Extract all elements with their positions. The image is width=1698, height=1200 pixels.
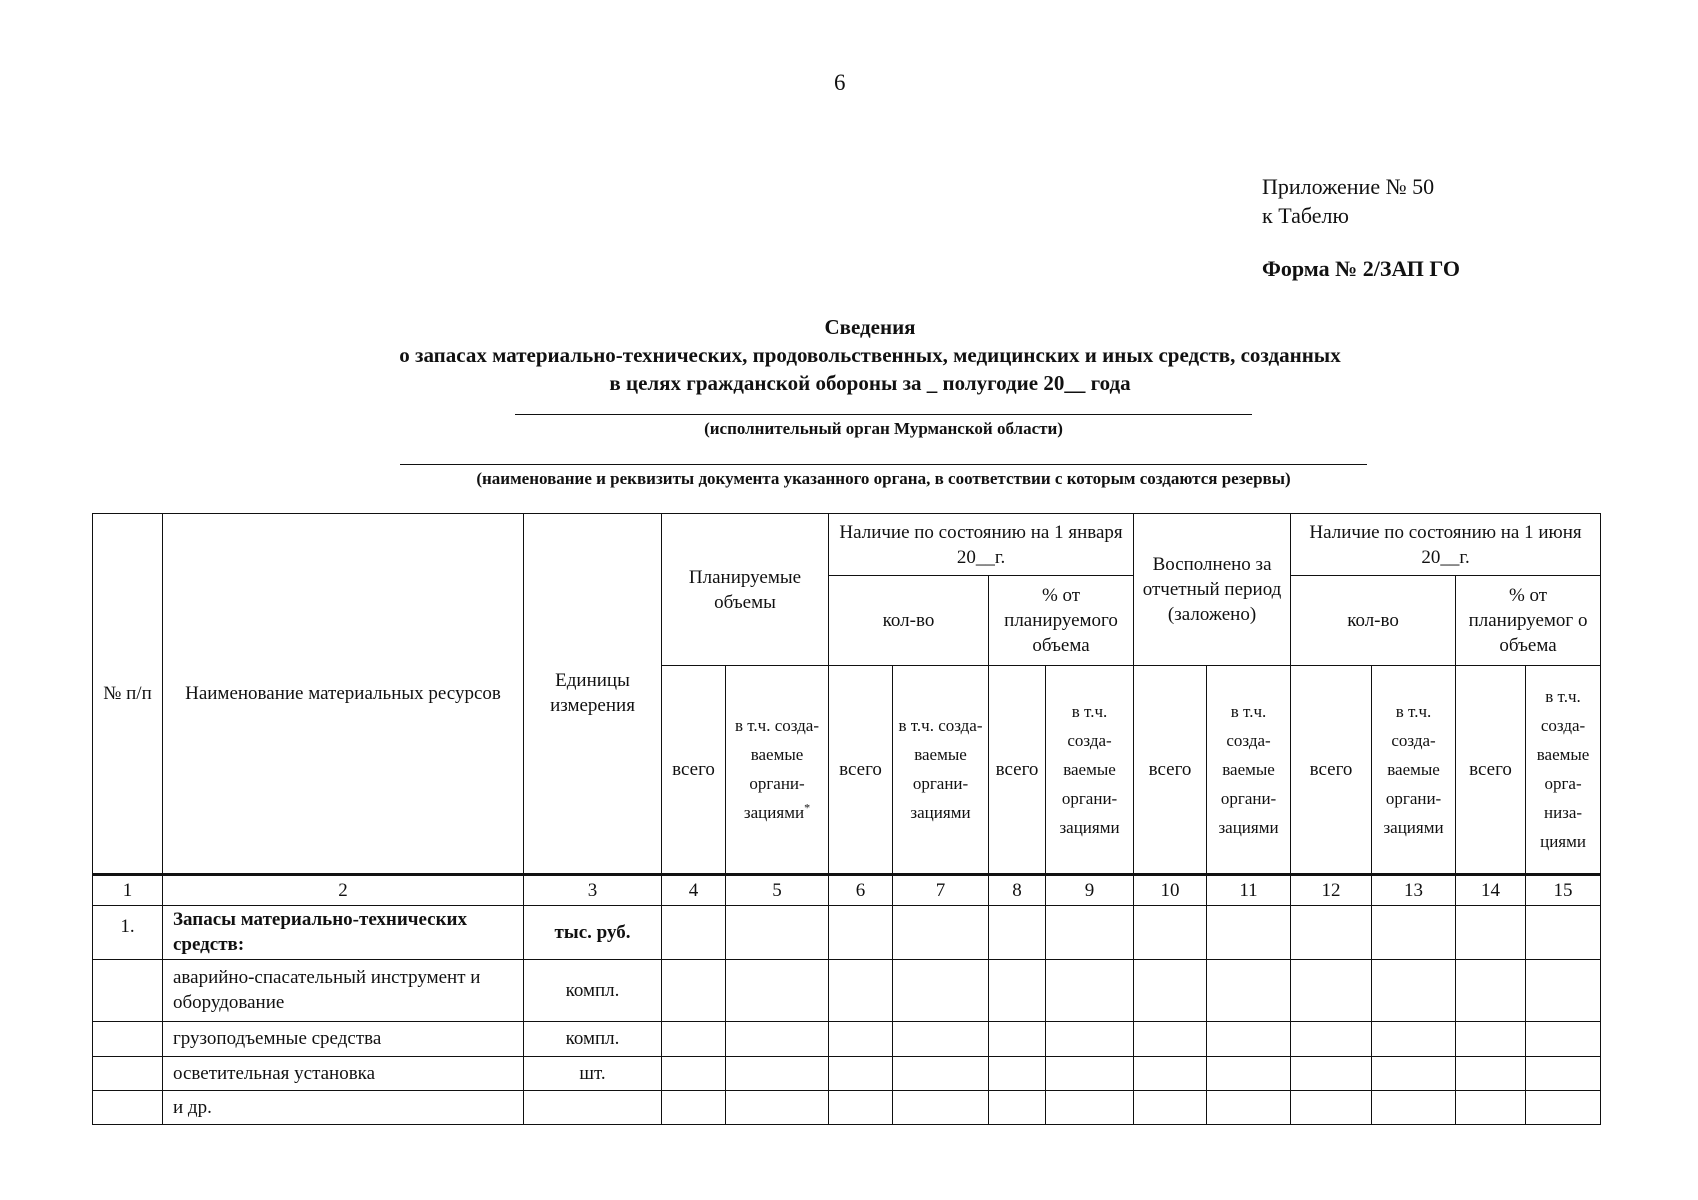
value-cell[interactable] (1372, 1021, 1456, 1056)
column-number: 5 (726, 874, 829, 905)
value-cell[interactable] (1456, 1090, 1526, 1124)
value-cell[interactable] (726, 1021, 829, 1056)
value-cell[interactable] (1526, 959, 1601, 1021)
value-cell[interactable] (1291, 959, 1372, 1021)
value-cell[interactable] (662, 905, 726, 959)
value-cell[interactable] (989, 1090, 1046, 1124)
value-cell[interactable] (1046, 1090, 1134, 1124)
column-number: 15 (1526, 874, 1601, 905)
column-number: 3 (524, 874, 662, 905)
value-cell[interactable] (1134, 959, 1207, 1021)
unit-cell (524, 1090, 662, 1124)
header-incl: в т.ч. созда-ваемые органи-зациями (893, 666, 989, 874)
value-cell[interactable] (1046, 959, 1134, 1021)
value-cell[interactable] (989, 1056, 1046, 1090)
header-total: всего (829, 666, 893, 874)
resource-name-cell: грузоподъемные средства (163, 1021, 524, 1056)
value-cell[interactable] (989, 905, 1046, 959)
header-row-1 (93, 514, 1601, 576)
table-row (93, 1090, 1601, 1124)
value-cell[interactable] (829, 905, 893, 959)
table-row (93, 905, 1601, 959)
unit-cell: компл. (524, 1021, 662, 1056)
header-jan-qty: кол-во (829, 576, 989, 666)
value-cell[interactable] (1291, 905, 1372, 959)
value-cell[interactable] (1291, 1090, 1372, 1124)
header-incl: в т.ч. созда-ваемые орга-низа-циями (1526, 666, 1601, 874)
column-number: 14 (1456, 874, 1526, 905)
title-line-2: о запасах материально-технических, продовольственных, медицинских и иных средств, созданных (399, 343, 1341, 367)
value-cell[interactable] (1372, 1090, 1456, 1124)
header-jun: Наличие по состоянию на 1 июня 20__г. (1291, 514, 1601, 576)
value-cell[interactable] (1456, 905, 1526, 959)
organ-fill-line (515, 414, 1252, 415)
value-cell[interactable] (1372, 905, 1456, 959)
value-cell[interactable] (1372, 1056, 1456, 1090)
header-jun-pct: % от планируемог о объема (1456, 576, 1601, 666)
unit-cell: компл. (524, 959, 662, 1021)
header-jan: Наличие по состоянию на 1 января 20__г. (829, 514, 1134, 576)
header-total: всего (1456, 666, 1526, 874)
value-cell[interactable] (829, 1021, 893, 1056)
appendix-line-2: к Табелю (1262, 203, 1349, 228)
value-cell[interactable] (1046, 1056, 1134, 1090)
value-cell[interactable] (893, 1021, 989, 1056)
header-name: Наименование материальных ресурсов (163, 514, 524, 875)
column-number: 10 (1134, 874, 1207, 905)
reserves-table (92, 513, 1601, 1125)
value-cell[interactable] (1526, 1090, 1601, 1124)
document-caption: (наименование и реквизиты документа указанного органа, в соответствии с которым создаются резервы) (476, 469, 1291, 488)
resource-name-cell: аварийно-спасательный инструмент и оборудование (163, 959, 524, 1021)
header-jan-pct: % от планируемого объема (989, 576, 1134, 666)
column-number: 9 (1046, 874, 1134, 905)
header-total: всего (1134, 666, 1207, 874)
table-row (93, 1056, 1601, 1090)
value-cell[interactable] (829, 959, 893, 1021)
title-line-1: Сведения (824, 315, 916, 339)
column-number: 12 (1291, 874, 1372, 905)
value-cell[interactable] (989, 959, 1046, 1021)
column-number: 13 (1372, 874, 1456, 905)
value-cell[interactable] (1207, 959, 1291, 1021)
document-fill-line (400, 464, 1367, 465)
column-number: 8 (989, 874, 1046, 905)
value-cell[interactable] (893, 959, 989, 1021)
header-incl: в т.ч. созда-ваемые органи-зациями (1046, 666, 1134, 874)
resource-name-cell: и др. (163, 1090, 524, 1124)
column-number: 11 (1207, 874, 1291, 905)
value-cell[interactable] (726, 959, 829, 1021)
header-incl: в т.ч. созда-ваемые органи-зациями (1372, 666, 1456, 874)
value-cell[interactable] (1526, 905, 1601, 959)
table-row (93, 959, 1601, 1021)
value-cell[interactable] (1134, 905, 1207, 959)
table-body (93, 905, 1601, 1124)
resource-name-cell: осветительная установка (163, 1056, 524, 1090)
value-cell[interactable] (1134, 1056, 1207, 1090)
value-cell[interactable] (726, 1056, 829, 1090)
value-cell[interactable] (1134, 1090, 1207, 1124)
value-cell[interactable] (829, 1056, 893, 1090)
header-incl (726, 666, 829, 874)
header-jun-qty: кол-во (1291, 576, 1456, 666)
column-number: 2 (163, 874, 524, 905)
value-cell[interactable] (1046, 1021, 1134, 1056)
column-number-row (93, 874, 1601, 905)
value-cell[interactable] (662, 1056, 726, 1090)
header-incl-text: в т.ч. созда-ваемые органи-зациями (734, 716, 820, 823)
column-number: 7 (893, 874, 989, 905)
value-cell[interactable] (726, 1090, 829, 1124)
row-number-cell (93, 1056, 163, 1090)
value-cell[interactable] (1526, 1021, 1601, 1056)
row-number-cell: 1. (93, 905, 163, 959)
value-cell[interactable] (1526, 1056, 1601, 1090)
header-incl: в т.ч. созда-ваемые органи-зациями (1207, 666, 1291, 874)
header-total: всего (989, 666, 1046, 874)
value-cell[interactable] (893, 1056, 989, 1090)
document-title (200, 313, 1540, 397)
value-cell[interactable] (662, 959, 726, 1021)
appendix-line-1: Приложение № 50 (1262, 174, 1435, 199)
appendix-reference (1262, 172, 1434, 230)
value-cell[interactable] (1207, 1021, 1291, 1056)
value-cell[interactable] (989, 1021, 1046, 1056)
header-total: всего (662, 666, 726, 874)
value-cell[interactable] (1291, 1021, 1372, 1056)
header-num: № п/п (93, 514, 163, 875)
title-line-3: в целях гражданской обороны за _ полугодие 20__ года (609, 371, 1131, 395)
header-units: Единицы измерения (524, 514, 662, 875)
value-cell[interactable] (1207, 905, 1291, 959)
header-total: всего (1291, 666, 1372, 874)
row-number-cell (93, 1021, 163, 1056)
row-number-cell (93, 1090, 163, 1124)
table-row (93, 1021, 1601, 1056)
value-cell[interactable] (1207, 1090, 1291, 1124)
value-cell[interactable] (1456, 959, 1526, 1021)
value-cell[interactable] (829, 1090, 893, 1124)
unit-cell: шт. (524, 1056, 662, 1090)
footnote-mark: * (804, 800, 811, 815)
column-number: 1 (93, 874, 163, 905)
value-cell[interactable] (893, 1090, 989, 1124)
organ-caption: (исполнительный орган Мурманской области) (704, 419, 1063, 438)
header-planned: Планируемые объемы (662, 514, 829, 666)
column-number: 6 (829, 874, 893, 905)
value-cell[interactable] (1372, 959, 1456, 1021)
value-cell[interactable] (1134, 1021, 1207, 1056)
value-cell[interactable] (662, 1021, 726, 1056)
form-number: Форма № 2/ЗАП ГО (1262, 256, 1460, 281)
unit-cell: тыс. руб. (524, 905, 662, 959)
value-cell[interactable] (662, 1090, 726, 1124)
value-cell[interactable] (726, 905, 829, 959)
page-number: 6 (834, 70, 846, 95)
resource-name-cell: Запасы материально-технических средств: (163, 905, 524, 959)
value-cell[interactable] (1456, 1021, 1526, 1056)
value-cell[interactable] (1207, 1056, 1291, 1090)
row-number-cell (93, 959, 163, 1021)
column-number: 4 (662, 874, 726, 905)
header-replenished: Восполнено за отчетный период (заложено) (1134, 514, 1291, 666)
value-cell[interactable] (1291, 1056, 1372, 1090)
value-cell[interactable] (1456, 1056, 1526, 1090)
value-cell[interactable] (1046, 905, 1134, 959)
value-cell[interactable] (893, 905, 989, 959)
